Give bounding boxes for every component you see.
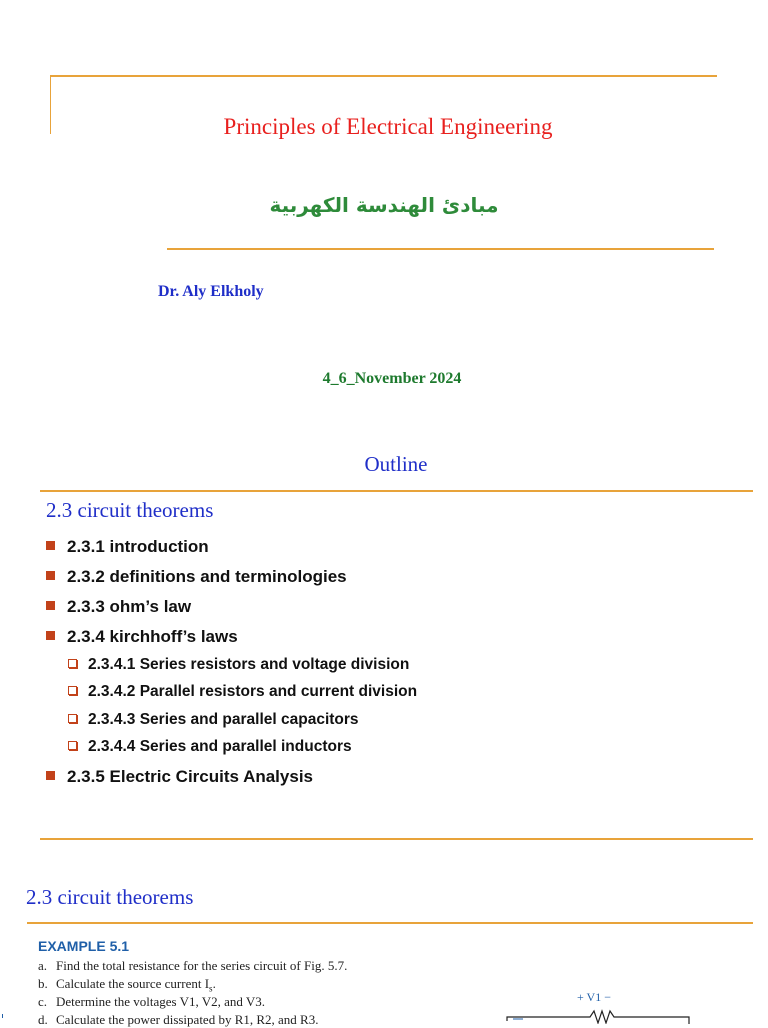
list-item: 2.3.4 kirchhoff’s laws <box>46 627 238 647</box>
margin-mark <box>2 1014 7 1018</box>
title-underline <box>167 248 714 250</box>
bullet-square-icon <box>46 771 55 780</box>
sub-list-item: 2.3.4.4 Series and parallel inductors <box>68 738 352 756</box>
outline-bottom-rule <box>40 838 753 840</box>
bullet-square-icon <box>46 571 55 580</box>
date: 4_6_November 2024 <box>322 370 462 387</box>
title-english: Principles of Electrical Engineering <box>223 114 553 139</box>
outline-section-title: 2.3 circuit theorems <box>46 498 214 522</box>
example-line: d. Calculate the power dissipated by R1, R2, and R3. <box>38 1012 319 1027</box>
title-arabic: مبادئ الهندسة الكهربية <box>269 193 499 217</box>
top-rule <box>50 75 717 77</box>
example-line: a. Find the total resistance for the series circuit of Fig. 5.7. <box>38 958 348 973</box>
author: Dr. Aly Elkholy <box>158 283 264 300</box>
bullet-square-icon <box>46 601 55 610</box>
outline-rule <box>40 490 753 492</box>
sub-list-item: 2.3.4.1 Series resistors and voltage division <box>68 656 409 674</box>
example-line: c. Determine the voltages V1, V2, and V3. <box>38 994 266 1009</box>
bullet-square-icon <box>46 541 55 550</box>
list-item: 2.3.3 ohm’s law <box>46 597 191 617</box>
example-line: b. Calculate the source current $I_s$. <box>38 976 216 994</box>
circuit-diagram <box>505 1003 695 1024</box>
outline-heading: Outline <box>364 452 428 476</box>
list-item: 2.3.5 Electric Circuits Analysis <box>46 767 313 787</box>
section-rule <box>27 922 753 924</box>
bullet-square-icon <box>46 631 55 640</box>
list-item: 2.3.2 definitions and terminologies <box>46 567 347 587</box>
bullet-hollow-square-icon <box>68 686 77 695</box>
voltage-label: + V1 − <box>577 990 611 1004</box>
example-title: EXAMPLE 5.1 <box>38 938 130 954</box>
sub-list-item: 2.3.4.2 Parallel resistors and current division <box>68 683 417 701</box>
bullet-hollow-square-icon <box>68 714 77 723</box>
section-title: 2.3 circuit theorems <box>26 885 194 909</box>
sub-list-item: 2.3.4.3 Series and parallel capacitors <box>68 711 359 729</box>
list-item: 2.3.1 introduction <box>46 537 209 557</box>
bullet-hollow-square-icon <box>68 741 77 750</box>
bullet-hollow-square-icon <box>68 659 77 668</box>
